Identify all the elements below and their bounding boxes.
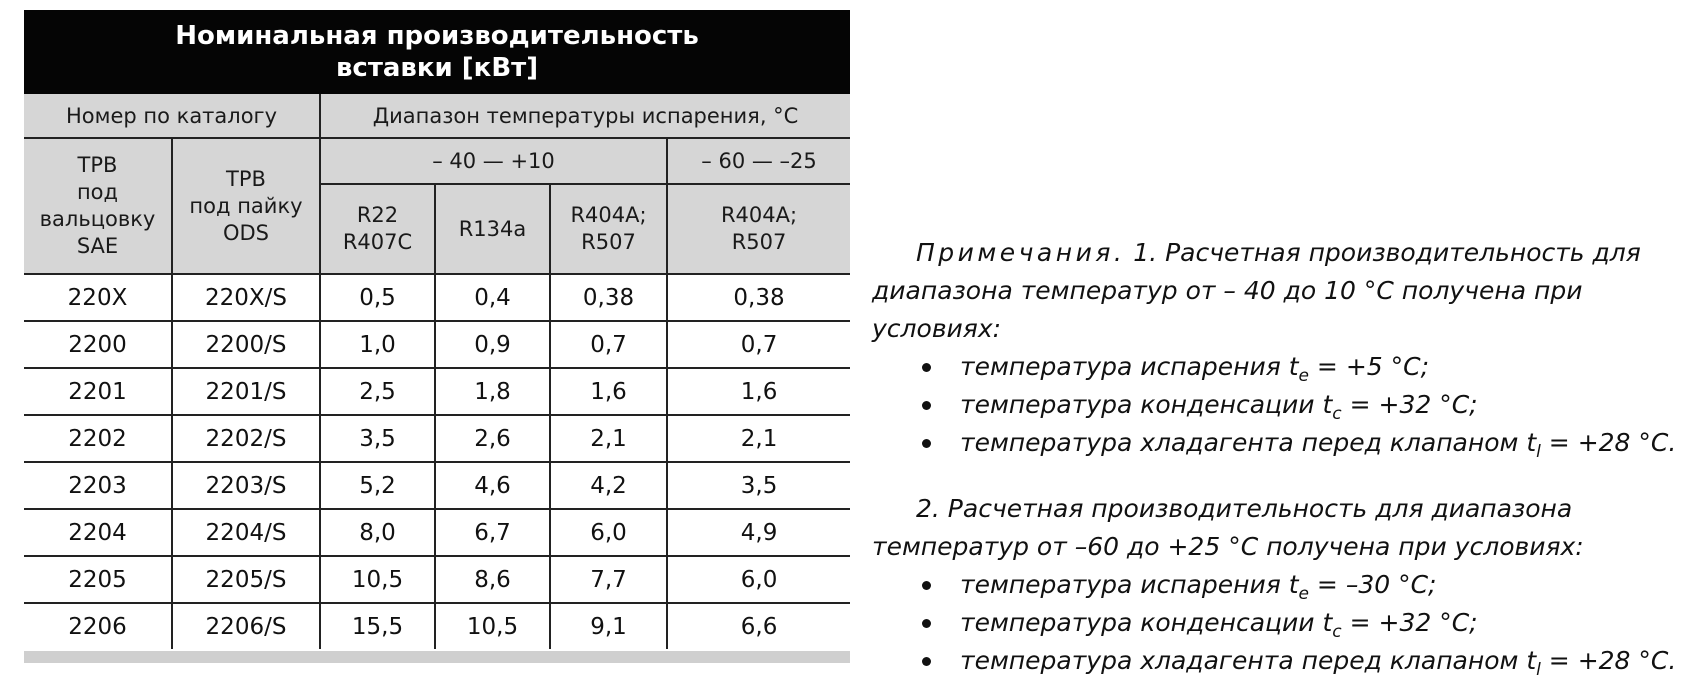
table-cell: 8,0 <box>320 509 435 556</box>
table-cell: 6,0 <box>550 509 667 556</box>
refrigerant-line: R407C <box>342 230 413 254</box>
refrigerant-r134a-header: R134a <box>435 184 550 274</box>
condition-subscript: c <box>1332 404 1342 424</box>
condition-value: = +32 °С; <box>1341 608 1478 637</box>
table-cell: 0,7 <box>550 321 667 368</box>
bullet-icon <box>922 581 931 590</box>
table-cell: 4,9 <box>667 509 850 556</box>
bullet-icon <box>922 363 931 372</box>
condition-item <box>872 642 1692 680</box>
condition-subscript: l <box>1536 660 1541 680</box>
capacity-table <box>24 10 850 663</box>
table-cell: 0,7 <box>667 321 850 368</box>
col-header-sae-line: SAE <box>76 234 119 258</box>
condition-value: = +32 °С; <box>1341 390 1478 419</box>
table-cell: 1,6 <box>667 368 850 415</box>
table-cell: 2204/S <box>172 509 320 556</box>
catalog-number-header: Номер по каталогу <box>24 94 320 138</box>
table-title-line1: Номинальная производительность <box>175 21 699 51</box>
condition-text: температура конденсации t <box>960 608 1333 637</box>
refrigerant-line: R404A; <box>570 203 647 227</box>
table-cell: 10,5 <box>320 556 435 603</box>
condition-item <box>872 604 1692 642</box>
table-cell: 1,0 <box>320 321 435 368</box>
table-cell: 2203 <box>24 462 172 509</box>
table-cell: 220X/S <box>172 274 320 321</box>
table-cell: 0,4 <box>435 274 550 321</box>
table-bottom-bar <box>24 651 850 663</box>
table-row <box>24 415 850 462</box>
table-cell: 1,6 <box>550 368 667 415</box>
table-row <box>24 462 850 509</box>
table-cell: 4,2 <box>550 462 667 509</box>
table-cell: 0,38 <box>667 274 850 321</box>
table-cell: 8,6 <box>435 556 550 603</box>
table-row <box>24 603 850 649</box>
bullet-icon <box>922 401 931 410</box>
condition-text: температура испарения t <box>960 352 1299 381</box>
condition-value: = +5 °С; <box>1308 352 1430 381</box>
table-cell: 3,5 <box>667 462 850 509</box>
refrigerant-r22-header <box>320 184 435 274</box>
note-2 <box>872 490 1692 566</box>
notes-label: Примечания. <box>916 238 1126 267</box>
condition-subscript: e <box>1298 366 1309 386</box>
bullet-icon <box>922 619 931 628</box>
table-row <box>24 321 850 368</box>
table-row <box>24 509 850 556</box>
table-cell: 2205 <box>24 556 172 603</box>
table-cell: 220X <box>24 274 172 321</box>
refrigerant-r404a-header <box>550 184 667 274</box>
range-a-header: – 40 — +10 <box>320 138 667 184</box>
col-header-ods <box>172 138 320 274</box>
condition-item <box>872 566 1692 604</box>
range-b-header: – 60 — –25 <box>667 138 850 184</box>
table-cell: 1,8 <box>435 368 550 415</box>
table-cell: 3,5 <box>320 415 435 462</box>
refrigerant-line: R507 <box>731 230 787 254</box>
table-cell: 2202 <box>24 415 172 462</box>
table-cell: 7,7 <box>550 556 667 603</box>
condition-text: температура хладагента перед клапаном t <box>960 428 1537 457</box>
table-cell: 6,6 <box>667 603 850 649</box>
table-row <box>24 274 850 321</box>
bullet-icon <box>922 657 931 666</box>
table-cell: 2201 <box>24 368 172 415</box>
col-header-ods-line: ODS <box>222 220 270 245</box>
table-cell: 9,1 <box>550 603 667 649</box>
table-cell: 2206/S <box>172 603 320 649</box>
note-1-conditions <box>872 348 1692 462</box>
condition-subscript: l <box>1536 442 1541 462</box>
table-cell: 2,1 <box>550 415 667 462</box>
condition-text: температура хладагента перед клапаном t <box>960 646 1537 675</box>
table-title-line2: вставки [кВт] <box>335 53 539 83</box>
table-cell: 10,5 <box>435 603 550 649</box>
condition-item <box>872 386 1692 424</box>
table-cell: 2204 <box>24 509 172 556</box>
refrigerant-line: R404A; <box>720 203 798 227</box>
condition-subscript: e <box>1298 584 1309 604</box>
condition-text: температура испарения t <box>960 570 1299 599</box>
condition-item <box>872 424 1692 462</box>
table-cell: 2,6 <box>435 415 550 462</box>
table-cell: 0,38 <box>550 274 667 321</box>
table-body <box>24 274 850 649</box>
refrigerant-line: R507 <box>581 230 636 254</box>
table-cell: 6,7 <box>435 509 550 556</box>
table-title <box>24 10 850 94</box>
col-header-sae-line: под <box>76 180 119 204</box>
condition-value: = +28 °С. <box>1540 646 1677 675</box>
table-cell: 2,1 <box>667 415 850 462</box>
col-header-sae-line: вальцовку <box>39 207 156 231</box>
bullet-icon <box>922 439 931 448</box>
evaporation-range-header: Диапазон температуры испарения, °C <box>320 94 850 138</box>
condition-item <box>872 348 1692 386</box>
table-cell: 2203/S <box>172 462 320 509</box>
table-cell: 2206 <box>24 603 172 649</box>
table-row <box>24 368 850 415</box>
table-cell: 2202/S <box>172 415 320 462</box>
condition-text: температура конденсации t <box>960 390 1333 419</box>
table-cell: 5,2 <box>320 462 435 509</box>
note-1-text: 1. Расчетная производительность для диапазона температур от – 40 до 10 °С получена при условиях: <box>872 238 1641 343</box>
col-header-sae <box>24 138 172 274</box>
table-cell: 15,5 <box>320 603 435 649</box>
table-cell: 2200/S <box>172 321 320 368</box>
condition-value: = –30 °С; <box>1308 570 1437 599</box>
col-header-ods-line: под пайку <box>189 193 303 218</box>
table-cell: 2200 <box>24 321 172 368</box>
table-cell: 6,0 <box>667 556 850 603</box>
condition-subscript: c <box>1332 622 1342 642</box>
table-cell: 0,9 <box>435 321 550 368</box>
col-header-sae-line: ТРВ <box>77 153 118 177</box>
table-row <box>24 556 850 603</box>
table-cell: 0,5 <box>320 274 435 321</box>
table-cell: 2201/S <box>172 368 320 415</box>
refrigerant-r404a-low-header <box>667 184 850 274</box>
condition-value: = +28 °С. <box>1540 428 1677 457</box>
notes-block <box>872 234 1692 680</box>
table-cell: 2205/S <box>172 556 320 603</box>
refrigerant-line: R22 <box>356 203 399 227</box>
col-header-ods-line: ТРВ <box>226 166 266 191</box>
table-cell: 4,6 <box>435 462 550 509</box>
note-2-text: 2. Расчетная производительность для диапазона температур от –60 до +25 °С получена при условиях: <box>872 494 1584 561</box>
note-2-conditions <box>872 566 1692 680</box>
note-1 <box>872 234 1692 348</box>
table-cell: 2,5 <box>320 368 435 415</box>
